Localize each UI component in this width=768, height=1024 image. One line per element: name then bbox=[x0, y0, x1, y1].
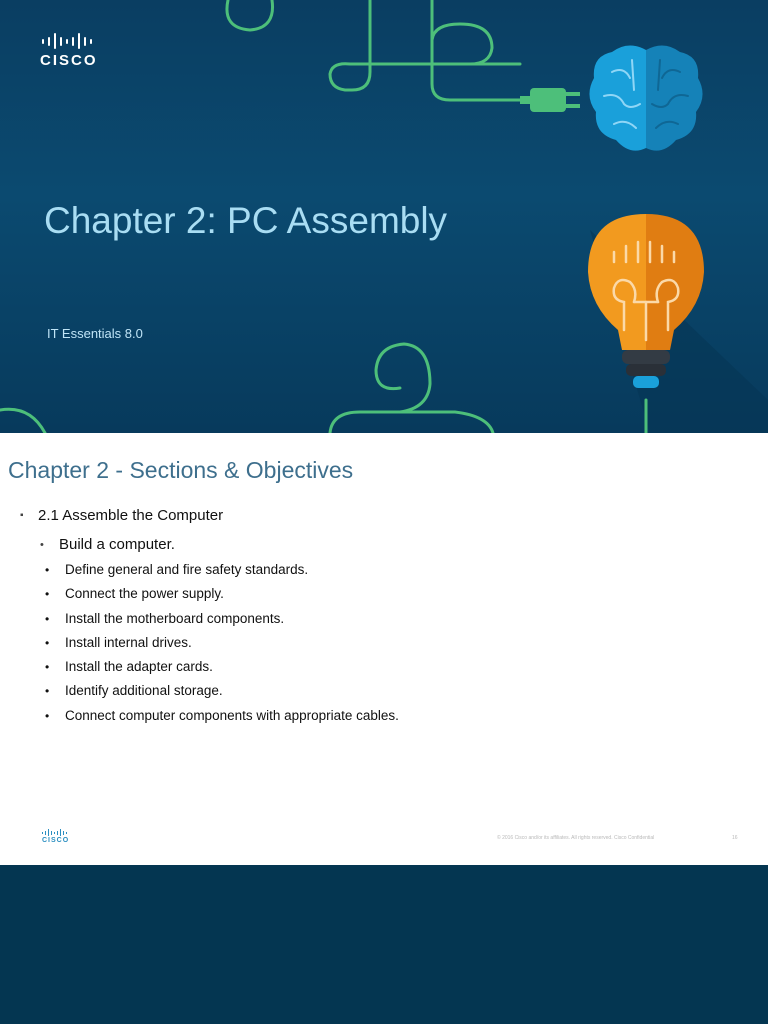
slide-title: Chapter 2: PC Assembly bbox=[44, 200, 448, 241]
section-label: 2.1 Assemble the Computer bbox=[38, 507, 224, 524]
list-item bbox=[45, 586, 399, 610]
bottom-background bbox=[0, 865, 768, 1024]
footer-cisco-logo bbox=[42, 829, 72, 847]
brain-icon bbox=[589, 45, 702, 150]
list-item bbox=[45, 611, 399, 635]
list-item bbox=[45, 659, 399, 683]
footer-copyright: © 2016 Cisco and/or its affiliates. All rights reserved. Cisco Confidential bbox=[497, 835, 655, 841]
module-objective-item bbox=[40, 536, 175, 553]
bullet-icon: • bbox=[45, 660, 50, 675]
title-slide bbox=[0, 0, 768, 433]
slide-subtitle: IT Essentials 8.0 bbox=[47, 326, 143, 341]
objective-text: Connect computer components with appropriate cables. bbox=[65, 707, 399, 723]
list-item bbox=[45, 562, 399, 586]
objective-text: Identify additional storage. bbox=[65, 683, 223, 699]
list-item bbox=[45, 635, 399, 659]
cisco-logo bbox=[40, 33, 110, 71]
plug-icon bbox=[520, 88, 580, 112]
list-item bbox=[45, 683, 399, 707]
bullet-icon: • bbox=[45, 563, 50, 577]
module-objective-label: Build a computer. bbox=[59, 536, 175, 553]
section-heading: Chapter 2 - Sections & Objectives bbox=[8, 457, 354, 483]
bullet-icon: • bbox=[45, 635, 50, 650]
list-item bbox=[45, 708, 399, 732]
bullet-icon: • bbox=[40, 539, 44, 551]
bullet-icon: • bbox=[45, 611, 50, 626]
bullet-icon: • bbox=[45, 684, 50, 699]
objective-text: Define general and fire safety standards. bbox=[65, 562, 309, 577]
objective-list bbox=[45, 562, 399, 732]
cisco-logo-bars-icon bbox=[42, 33, 110, 49]
section-item bbox=[20, 507, 223, 524]
bullet-icon: • bbox=[45, 587, 50, 602]
page-number: 16 bbox=[732, 835, 738, 841]
objective-text: Connect the power supply. bbox=[65, 586, 224, 602]
cisco-logo-bars-icon bbox=[42, 829, 72, 836]
footer-logo-text: CISCO bbox=[42, 837, 70, 844]
objective-text: Install the motherboard components. bbox=[65, 610, 285, 626]
cisco-logo-text: CISCO bbox=[40, 52, 98, 69]
objective-text: Install the adapter cards. bbox=[65, 659, 213, 675]
bullet-icon: • bbox=[45, 708, 50, 723]
objectives-slide bbox=[0, 433, 768, 865]
square-bullet-icon: ▪ bbox=[20, 510, 24, 521]
objective-text: Install internal drives. bbox=[65, 634, 192, 650]
